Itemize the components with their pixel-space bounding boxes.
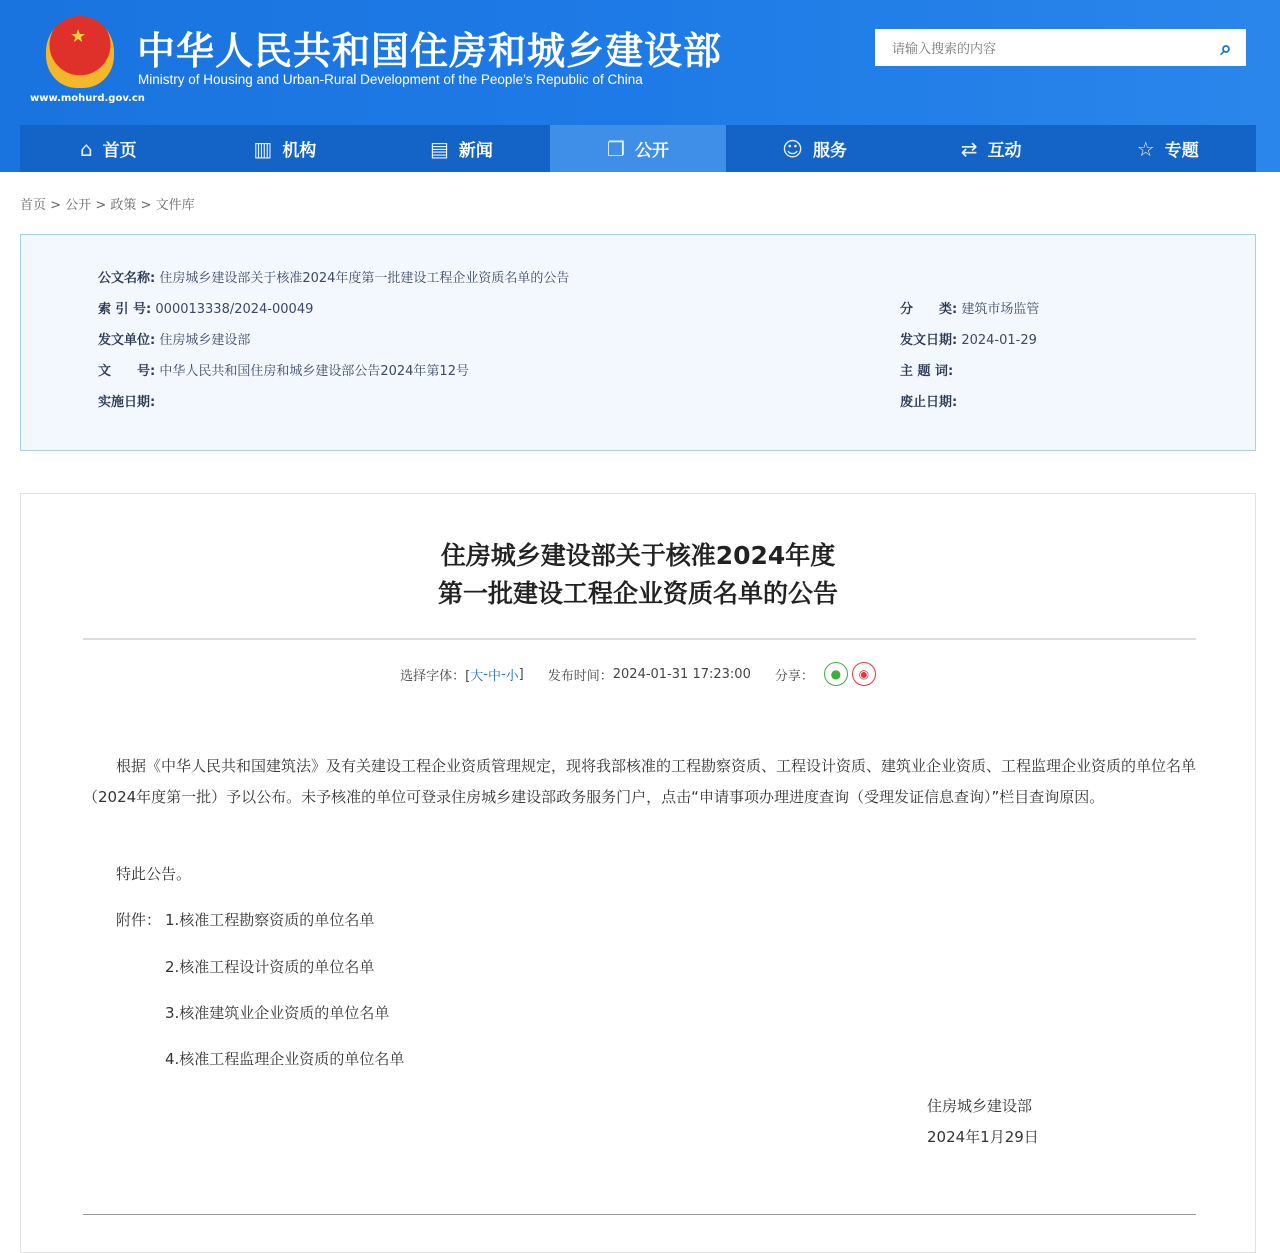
site-url: www.mohurd.gov.cn	[30, 93, 145, 104]
breadcrumb-home[interactable]: 首页	[20, 198, 47, 213]
news-icon: ▤	[429, 136, 449, 161]
title-divider	[83, 638, 1196, 640]
nav-interact[interactable]	[903, 125, 1080, 172]
value: 住房城乡建设部	[159, 333, 251, 348]
breadcrumb-public[interactable]: 公开	[65, 198, 92, 213]
font-size-label: 选择字体：[	[400, 668, 471, 684]
attachments-label: 附件：	[116, 911, 162, 929]
nav-label: 服务	[813, 141, 848, 161]
service-icon: ☺	[782, 136, 804, 161]
nav-label: 互动	[987, 141, 1022, 161]
doc-date-row	[900, 329, 1037, 348]
doc-number-row	[98, 360, 469, 379]
bracket: ]	[518, 666, 524, 682]
value: 中华人民共和国住房和城乡建设部公告2024年第12号	[159, 364, 469, 379]
sign-date: 2024年1月29日	[927, 1128, 1039, 1146]
nav-label: 首页	[102, 141, 137, 161]
search-input[interactable]: 请输入搜索的内容	[892, 42, 997, 57]
label: 索 引 号:	[98, 302, 152, 317]
share-label: 分享：	[774, 668, 814, 684]
bottom-divider	[83, 1214, 1196, 1215]
attachment-link[interactable]: 2.核准工程设计资质的单位名单	[165, 958, 375, 976]
label: 发文单位:	[98, 333, 156, 348]
publish-time: 2024-01-31 17:23:00	[612, 666, 751, 682]
nav-news[interactable]	[373, 125, 550, 172]
building-icon: ▥	[253, 136, 273, 161]
breadcrumb: 首页 > 公开 > 政策 > 文件库	[20, 198, 195, 213]
article-notice: 特此公告。	[116, 865, 192, 883]
label: 发文日期:	[900, 333, 958, 348]
nav-label: 机构	[282, 141, 317, 161]
breadcrumb-library[interactable]: 文件库	[155, 198, 195, 213]
nav-public[interactable]	[550, 125, 727, 172]
doc-expire-row	[900, 391, 957, 410]
home-icon: ⌂	[79, 136, 93, 161]
nav-home[interactable]	[20, 125, 197, 172]
label: 文 号:	[98, 364, 156, 379]
font-small-link[interactable]: 小	[505, 668, 519, 684]
site-header	[0, 0, 1280, 172]
publish-label: 发布时间：	[547, 668, 613, 684]
search-icon[interactable]: ⌕	[1220, 35, 1232, 60]
nav-label: 公开	[634, 141, 669, 161]
doc-category-row	[900, 298, 1039, 317]
value: 2024-01-29	[961, 333, 1037, 348]
article-body: 根据《中华人民共和国建筑法》及有关建设工程企业资质管理规定，现将我部核准的工程勘察资质、工程设计资质、建筑业企业资质、工程监理企业资质的单位名单（2024年度第一批）予以公布。未予核准的单位可登录住房城乡建设部政务服务门户，点击“申请事项办理进度查询（受理发证信息查询）”栏目查询原因。	[83, 757, 1197, 806]
value: 住房城乡建设部关于核准2024年度第一批建设工程企业资质名单的公告	[159, 271, 570, 286]
main-nav	[20, 125, 1256, 172]
article-title-line1: 住房城乡建设部关于核准2024年度	[440, 541, 836, 570]
attachment-link[interactable]: 4.核准工程监理企业资质的单位名单	[165, 1050, 405, 1068]
value: 建筑市场监管	[961, 302, 1040, 317]
label: 实施日期:	[98, 395, 156, 410]
font-large-link[interactable]: 大	[470, 668, 484, 684]
site-title: 中华人民共和国住房和城乡建设部	[137, 29, 723, 73]
national-emblem-logo: ★	[46, 16, 114, 88]
document-icon: ❐	[607, 136, 625, 161]
doc-issuer-row	[98, 329, 250, 348]
doc-effective-row	[98, 391, 155, 410]
separator: -	[500, 666, 506, 682]
nav-service[interactable]	[726, 125, 903, 172]
label: 废止日期:	[900, 395, 958, 410]
article-title-line2: 第一批建设工程企业资质名单的公告	[437, 579, 838, 608]
search-box[interactable]	[875, 29, 1246, 66]
label: 主 题 词:	[900, 364, 954, 379]
star-icon: ☆	[1136, 136, 1155, 161]
label: 分 类:	[900, 302, 958, 317]
label: 公文名称:	[98, 271, 156, 286]
wechat-share-icon[interactable]: ●	[824, 662, 848, 686]
article-meta	[21, 662, 1255, 686]
nav-org[interactable]	[197, 125, 374, 172]
nav-topics[interactable]	[1079, 125, 1256, 172]
document-info-panel	[20, 234, 1256, 451]
doc-subject-row	[900, 360, 953, 379]
attachment-link[interactable]: 3.核准建筑业企业资质的单位名单	[165, 1004, 390, 1022]
separator: -	[483, 666, 488, 682]
doc-name-row	[98, 267, 569, 286]
attachment-link[interactable]: 1.核准工程勘察资质的单位名单	[165, 911, 375, 929]
nav-label: 新闻	[458, 141, 493, 161]
doc-index-row	[98, 298, 313, 317]
font-medium-link[interactable]: 中	[487, 668, 501, 684]
interact-icon: ⇄	[960, 136, 978, 161]
signer: 住房城乡建设部	[927, 1097, 1033, 1115]
value: 000013338/2024-00049	[155, 302, 314, 317]
weibo-share-icon[interactable]: ◉	[852, 662, 876, 686]
article	[20, 493, 1256, 1253]
breadcrumb-policy[interactable]: 政策	[110, 198, 137, 213]
nav-label: 专题	[1164, 141, 1199, 161]
site-subtitle: Ministry of Housing and Urban-Rural Development of the People’s Republic of China	[138, 72, 643, 87]
